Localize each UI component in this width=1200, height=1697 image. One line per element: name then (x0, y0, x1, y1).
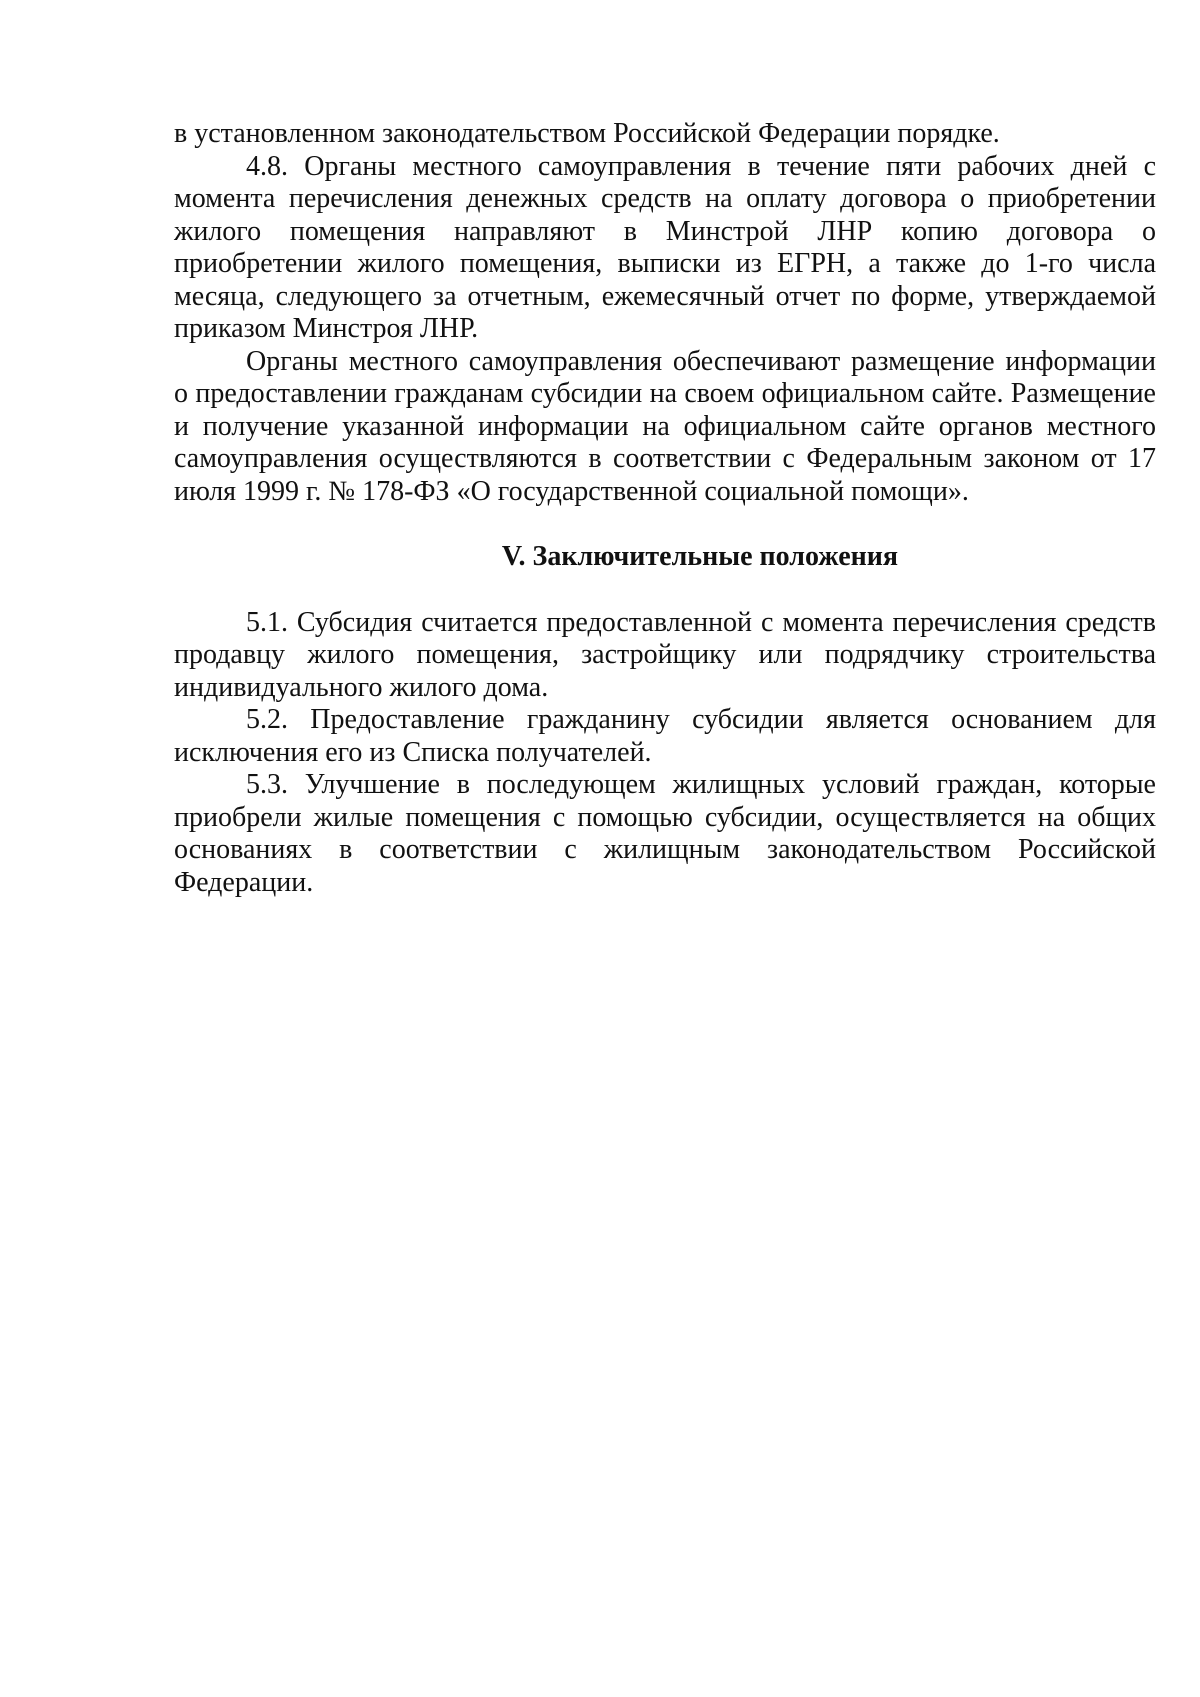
section-heading: V. Заключительные положения (501, 541, 899, 572)
paragraph-continuation: в установленном законодательством Российской Федерации порядке. (174, 118, 1000, 149)
document-body (174, 118, 1156, 899)
paragraph-5-2: 5.2. Предоставление гражданину субсидии является основанием для исключения его из Списка получателей. (174, 704, 1156, 768)
paragraph-5-3: 5.3. Улучшение в последующем жилищных условий граждан, которые приобрели жилые помещения с помощью субсидии, осуществляется на общих основаниях в соответствии с жилищным законодательством Российской Федерации. (174, 769, 1156, 898)
paragraph-4-8: 4.8. Органы местного самоуправления в течение пяти рабочих дней с момента перечисления денежных средств на оплату договора о приобретении жилого помещения направляют в Минстрой ЛНР копию договора о приобретении жилого помещения, выписки из ЕГРН, а также до 1-го числа месяца, следующего за отчетным, ежемесячный отчет по форме, утверждаемой приказом Минстроя ЛНР. (174, 150, 1156, 344)
paragraph-5-1: 5.1. Субсидия считается предоставленной с момента перечисления средств продавцу жилого помещения, застройщику или подрядчику строительства индивидуального жилого дома. (174, 606, 1156, 703)
paragraph-info-placement: Органы местного самоуправления обеспечивают размещение информации о предоставлении гражданам субсидии на своем официальном сайте. Размещение и получение указанной информации на официальном сайте органов местного самоуправления осуществляются в соответствии с Федеральным законом от 17 июля 1999 г. № 178-ФЗ «О государственной социальной помощи». (174, 345, 1156, 507)
